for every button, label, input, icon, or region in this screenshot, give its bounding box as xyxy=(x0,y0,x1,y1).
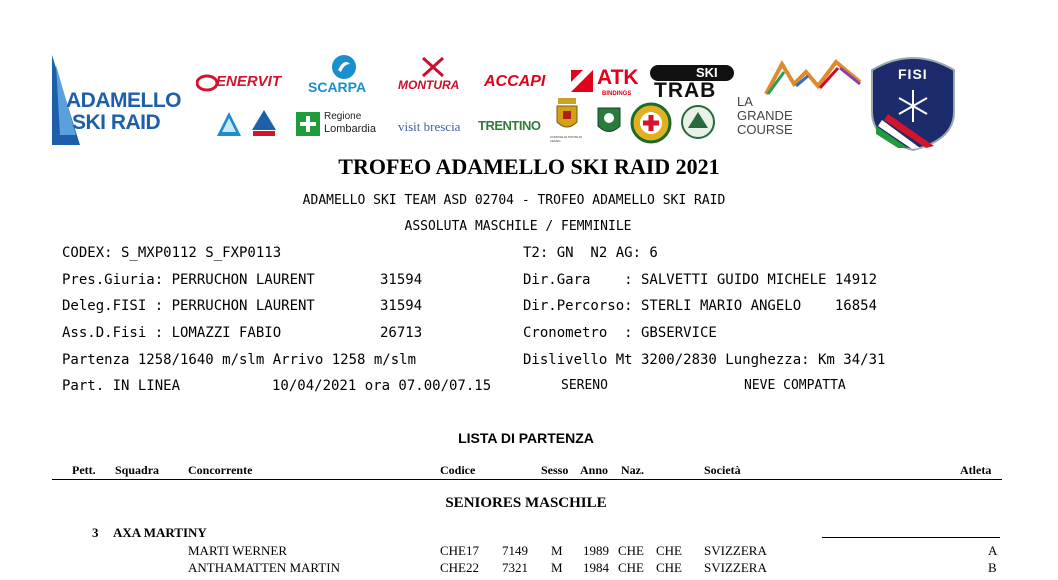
enervit-logo: ENERVIT xyxy=(196,72,291,94)
part-info: Part. IN LINEA xyxy=(62,378,181,394)
grandecourse-logo: LA GRANDE COURSE xyxy=(736,58,864,142)
montura-logo: MONTURA xyxy=(396,56,472,96)
athlete-sex: M xyxy=(551,543,563,558)
category-heading: SENIORES MASCHILE xyxy=(445,495,607,511)
lombardia-cross-icon xyxy=(296,112,320,136)
athlete-naz1: CHE xyxy=(618,560,644,575)
meteo-info: SERENO xyxy=(561,378,608,393)
mountain-badge-icon xyxy=(216,110,242,138)
organizer-subtitle: ADAMELLO SKI TEAM ASD 02704 - TROFEO ADAMELLO SKI RAID xyxy=(302,193,726,208)
enervit-swoosh-icon xyxy=(196,74,218,92)
col-anno: Anno xyxy=(580,463,609,477)
table-header xyxy=(0,460,1058,482)
col-naz: Naz. xyxy=(621,463,644,477)
cronometro-info: Cronometro : GBSERVICE xyxy=(523,325,717,341)
ass-fisi-code: 26713 xyxy=(380,325,423,341)
skitrab-logo: SKI TRAB xyxy=(650,63,736,105)
athlete-naz1: CHE xyxy=(618,543,644,558)
scarpa-logo: SCARPA xyxy=(305,54,385,96)
deleg-fisi-code: 31594 xyxy=(380,298,423,314)
athlete-year: 1989 xyxy=(583,543,609,558)
team-divider xyxy=(822,537,1000,538)
neve-info: NEVE COMPATTA xyxy=(744,378,846,393)
athlete-sex: M xyxy=(551,560,563,575)
team-name: AXA MARTINY xyxy=(113,525,207,540)
trentino-logo: TRENTINO xyxy=(478,118,541,133)
adamello-team-badge-icon xyxy=(250,108,278,138)
atk-logo: ATK BINDINGS xyxy=(569,66,649,102)
athlete-naz2: CHE xyxy=(656,560,682,575)
athlete-code: CHE17 xyxy=(440,543,479,558)
athlete-name: MARTI WERNER xyxy=(188,543,288,558)
round-badge-icon xyxy=(680,104,716,140)
col-codice: Codice xyxy=(440,463,476,477)
pres-giuria-code: 31594 xyxy=(380,272,423,288)
comune-crest-icon xyxy=(554,98,580,134)
athlete-name: ANTHAMATTEN MARTIN xyxy=(188,560,340,575)
athlete-societa: SVIZZERA xyxy=(704,543,767,558)
page-title: TROFEO ADAMELLO SKI RAID 2021 xyxy=(338,154,720,179)
col-squadra: Squadra xyxy=(115,463,160,477)
col-concorrente: Concorrente xyxy=(188,463,253,477)
table-row xyxy=(0,542,1058,560)
athlete-code: CHE22 xyxy=(440,560,479,575)
deleg-fisi-info: Deleg.FISI : PERRUCHON LAURENT xyxy=(62,298,315,314)
visitbrescia-logo: visit brescia xyxy=(398,119,461,134)
dislivello-info: Dislivello Mt 3200/2830 Lunghezza: Km 34/31 xyxy=(523,352,886,368)
pres-giuria-info: Pres.Giuria: PERRUCHON LAURENT xyxy=(62,272,315,288)
athlete-number: 7149 xyxy=(502,543,528,558)
municipal-crest-icon xyxy=(596,104,622,138)
col-atleta: Atleta xyxy=(960,463,992,477)
dir-percorso-info: Dir.Percorso: STERLI MARIO ANGELO 16854 xyxy=(523,298,878,314)
ass-fisi-info: Ass.D.Fisi : LOMAZZI FABIO xyxy=(62,325,282,341)
athlete-atleta: A xyxy=(988,543,998,558)
part-date: 10/04/2021 ora 07.00/07.15 xyxy=(272,378,492,394)
category-subtitle: ASSOLUTA MASCHILE / FEMMINILE xyxy=(404,219,632,234)
atk-flag-icon xyxy=(569,68,595,94)
adamello-logo xyxy=(52,55,192,145)
accapi-logo: ACCAPI xyxy=(484,73,546,90)
athlete-societa: SVIZZERA xyxy=(704,560,767,575)
comune-logo: COMUNE DI PONTE DI LEGNO xyxy=(554,98,582,144)
grandecourse-mountain-icon xyxy=(736,58,864,98)
header-divider xyxy=(52,479,1002,480)
lombardia-logo: Regione Lombardia xyxy=(296,110,392,140)
list-title: LISTA DI PARTENZA xyxy=(458,430,594,446)
sponsor-banner xyxy=(0,0,1058,150)
soccorso-alpino-icon xyxy=(630,102,672,144)
partenza-info: Partenza 1258/1640 m/slm Arrivo 1258 m/slm xyxy=(62,352,417,368)
col-sesso: Sesso xyxy=(541,463,569,477)
scarpa-emblem-icon xyxy=(331,54,357,80)
montura-star-icon xyxy=(421,56,445,78)
athlete-number: 7321 xyxy=(502,560,528,575)
adamello-logo-line2: SKI RAID xyxy=(72,111,161,134)
t2-info: T2: GN N2 AG: 6 xyxy=(523,245,658,261)
col-pett: Pett. xyxy=(72,463,96,477)
athlete-naz2: CHE xyxy=(656,543,682,558)
athlete-atleta: B xyxy=(988,560,997,575)
codex-info: CODEX: S_MXP0112 S_FXP0113 xyxy=(62,245,282,261)
dir-gara-info: Dir.Gara : SALVETTI GUIDO MICHELE 14912 xyxy=(523,272,878,288)
fisi-logo: FISI xyxy=(868,52,958,152)
team-pett: 3 xyxy=(92,525,99,540)
col-societa: Società xyxy=(704,463,741,477)
team-block xyxy=(0,520,1058,580)
athlete-year: 1984 xyxy=(583,560,609,575)
adamello-logo-line1: ADAMELLO xyxy=(66,89,181,112)
table-row xyxy=(0,559,1058,577)
